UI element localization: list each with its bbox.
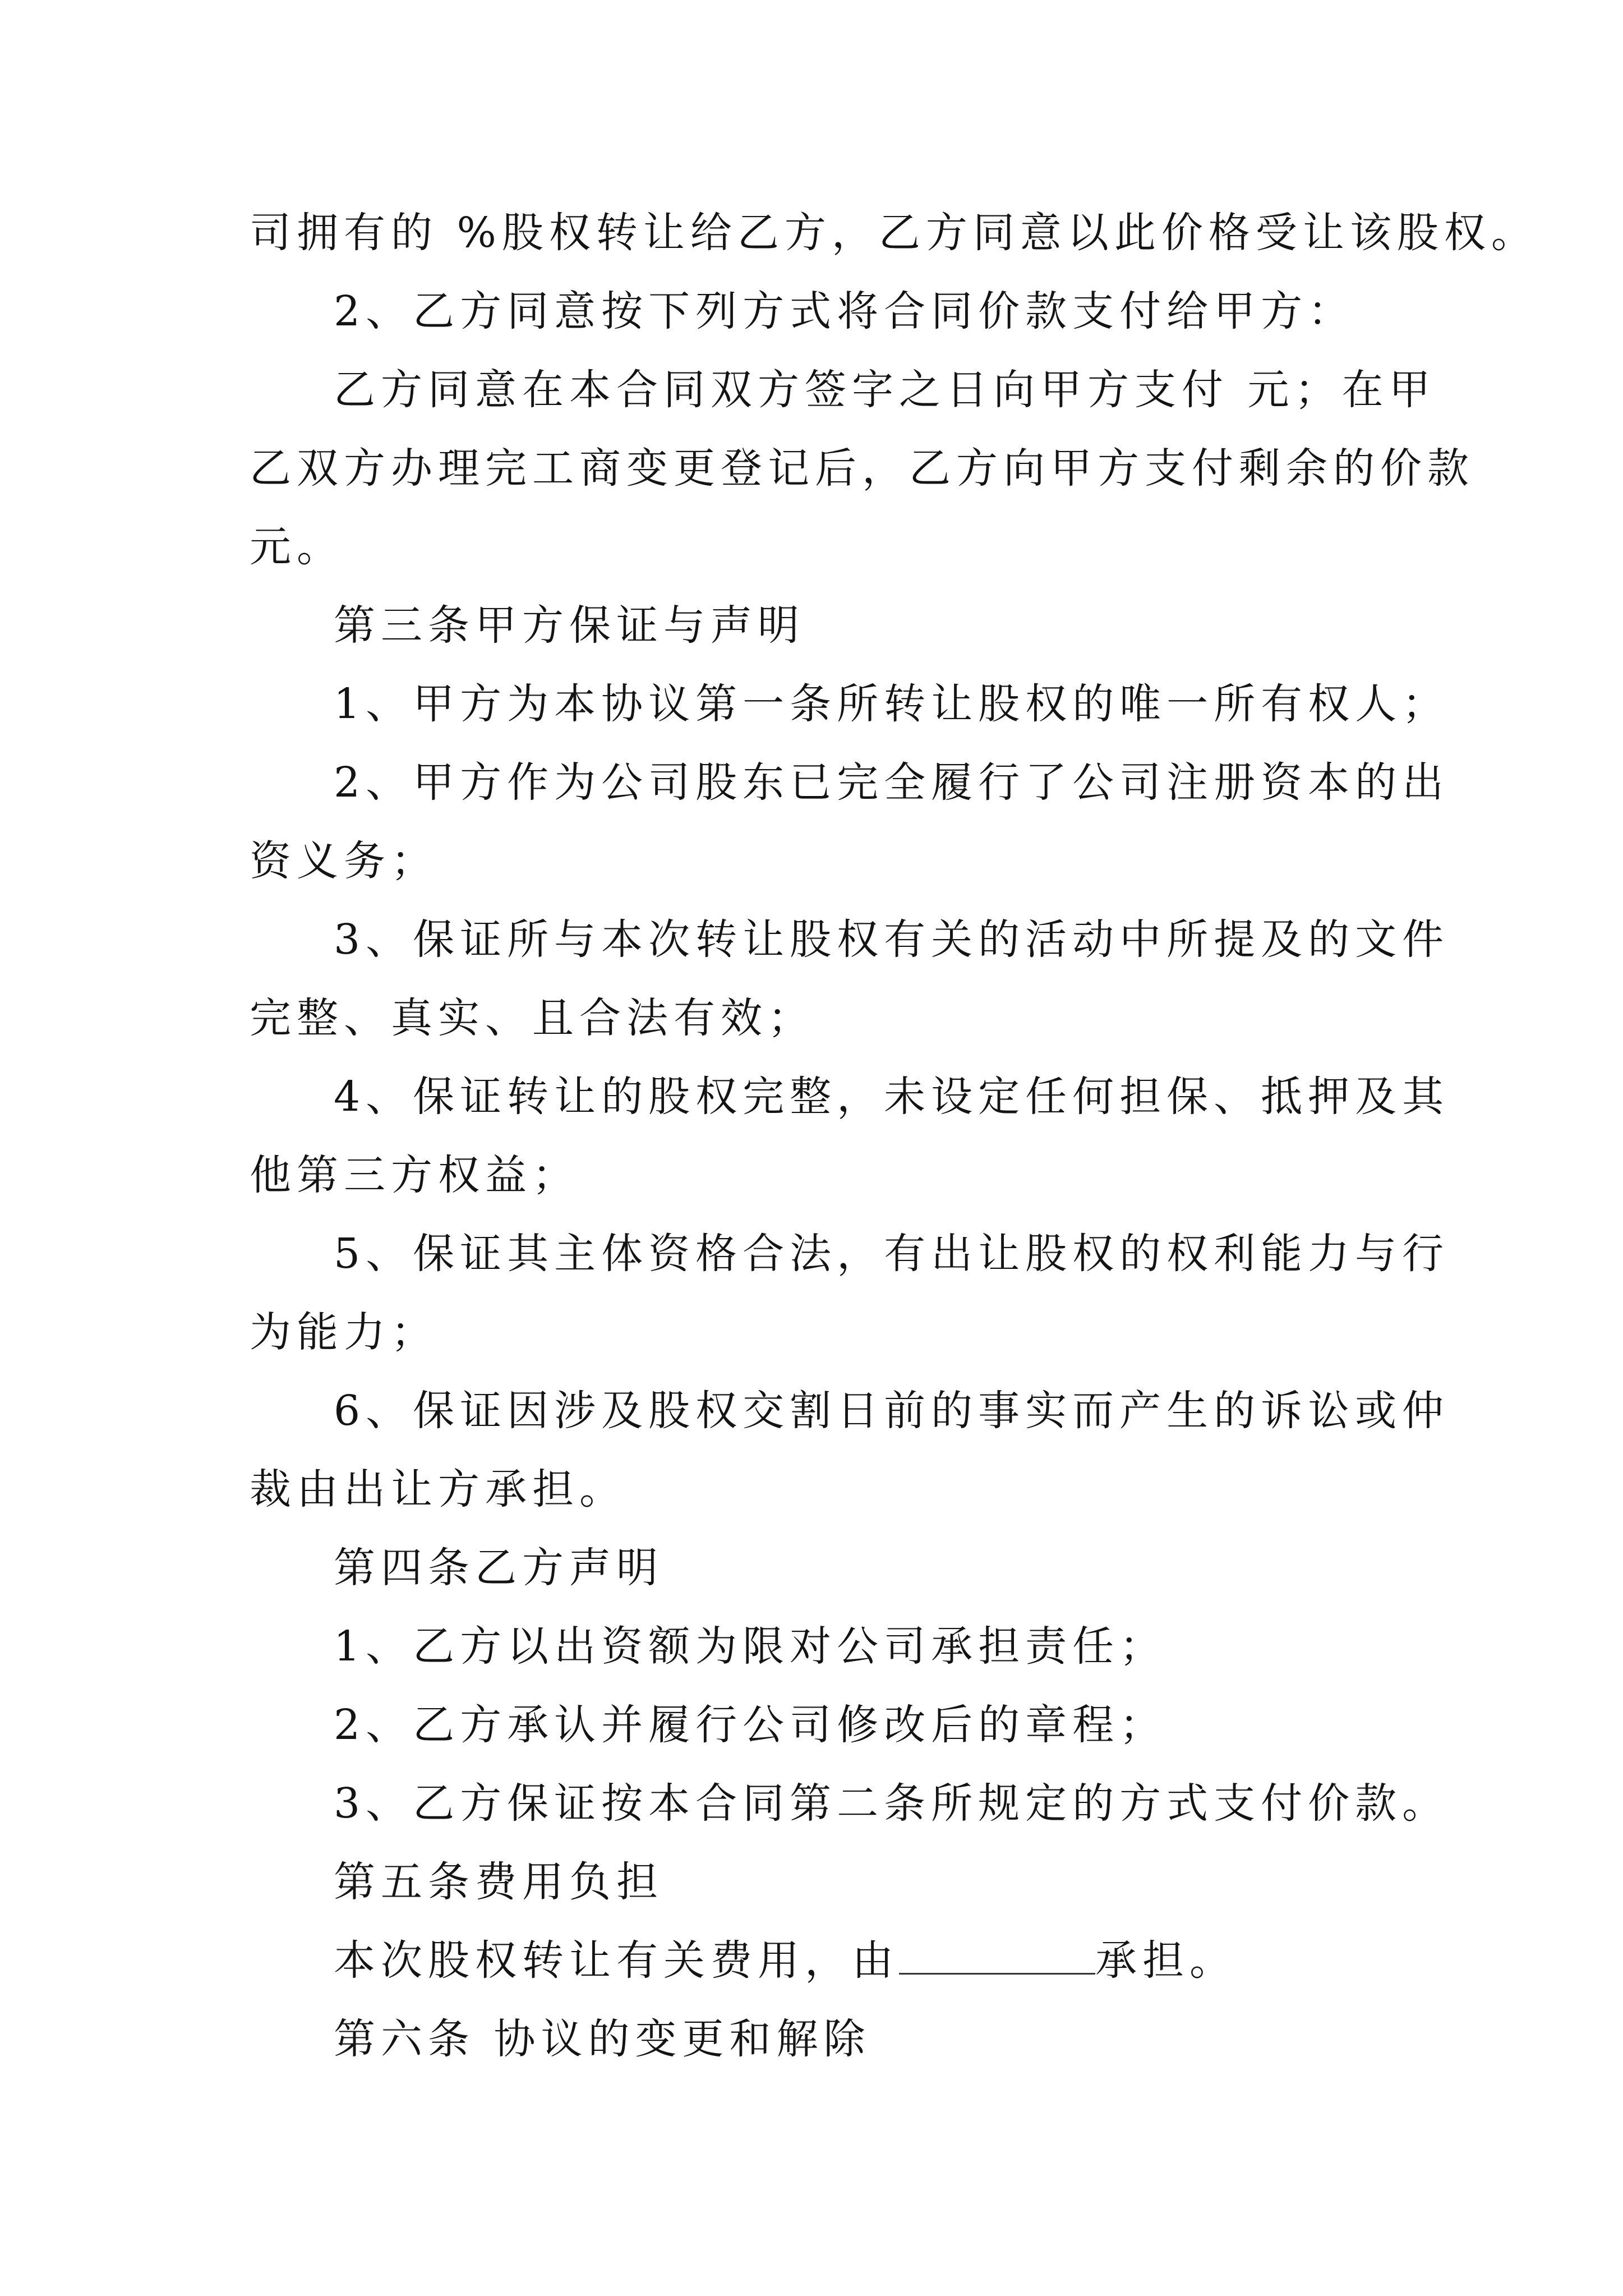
fee-line-text-before: 本次股权转让有关费用，由 — [334, 1936, 899, 1985]
paragraph-line: 元。 — [250, 523, 344, 571]
paragraph-line: 他第三方权益； — [250, 1151, 579, 1199]
paragraph-line: 资义务； — [250, 837, 438, 885]
paragraph-line: 完整、真实、且合法有效； — [250, 994, 815, 1042]
paragraph-line: 乙方同意在本合同双方签字之日向甲方支付 元；在甲 — [334, 366, 1436, 414]
fee-line-text-after: 承担。 — [1095, 1936, 1237, 1985]
paragraph-line: 2、乙方承认并履行公司修改后的章程； — [334, 1701, 1167, 1749]
paragraph-line: 为能力； — [250, 1308, 438, 1356]
paragraph-line: 3、乙方保证按本合同第二条所规定的方式支付价款。 — [334, 1779, 1450, 1828]
paragraph-line: 6、保证因涉及股权交割日前的事实而产生的诉讼或仲 — [334, 1387, 1450, 1435]
fee-blank-underline — [899, 1934, 1095, 1975]
section-heading: 第六条 协议的变更和解除 — [334, 2015, 871, 2063]
fee-line — [334, 1932, 1237, 1989]
paragraph-line: 2、甲方作为公司股东已完全履行了公司注册资本的出 — [334, 758, 1450, 807]
paragraph-line: 5、保证其主体资格合法，有出让股权的权利能力与行 — [334, 1230, 1450, 1278]
paragraph-line: 1、甲方为本协议第一条所转让股权的唯一所有权人； — [334, 680, 1450, 728]
paragraph-line: 3、保证所与本次转让股权有关的活动中所提及的文件 — [334, 915, 1450, 964]
paragraph-line: 1、乙方以出资额为限对公司承担责任； — [334, 1622, 1167, 1671]
paragraph-line: 乙双方办理完工商变更登记后，乙方向甲方支付剩余的价款 — [250, 444, 1474, 493]
paragraph-line: 裁由出让方承担。 — [250, 1465, 626, 1513]
paragraph-line: 2、乙方同意按下列方式将合同价款支付给甲方： — [334, 287, 1355, 335]
section-heading: 第五条费用负担 — [334, 1858, 663, 1906]
paragraph-line: 4、保证转让的股权完整，未设定任何担保、抵押及其 — [334, 1073, 1450, 1121]
section-heading: 第四条乙方声明 — [334, 1544, 663, 1592]
paragraph-line: 司拥有的 %股权转让给乙方，乙方同意以此价格受让该股权。 — [250, 209, 1538, 257]
section-heading: 第三条甲方保证与声明 — [334, 601, 805, 650]
